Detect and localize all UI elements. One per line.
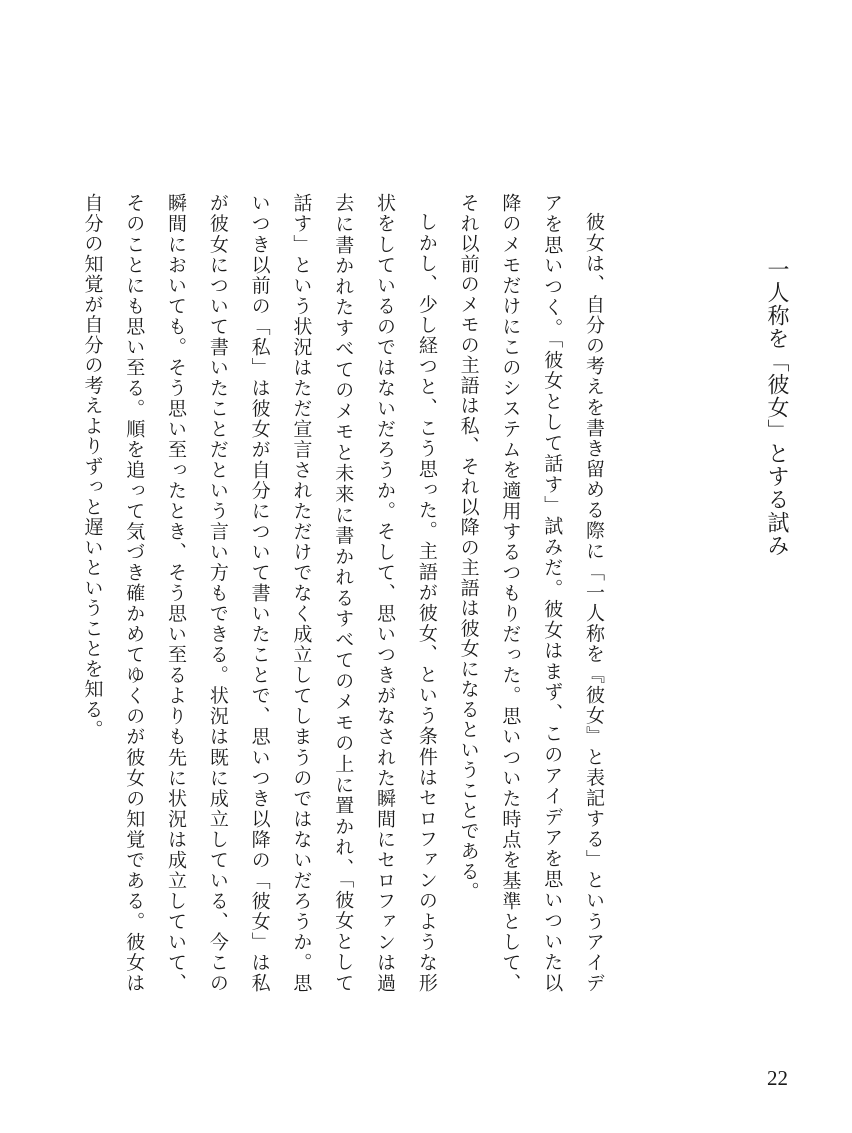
paragraph-1: 彼女は、自分の考えを書き留める際に「一人称を『彼女』と表記する」というアイデアを思いつく。「彼女として話す」試みだ。彼女はまず、このアイデアを思いついた以降のメモだけにこのシステムを適用するつもりだった。思いついた時点を基準として、それ以前のメモの主語は私、それ以降の主語は彼女になるということである。 — [457, 193, 605, 993]
page-number: 22 — [767, 1066, 788, 1090]
chapter-title: 一人称を「彼女」とする試み — [764, 258, 789, 557]
paragraph-2: しかし、少し経つと、こう思った。主語が彼女、という条件はセロファンのような形状をしているのではないだろうか。そして、思いつきがなされた瞬間にセロファンは過去に書かれたすべてのメモと未来に書かれるすべてのメモの上に置かれ、「彼女として話す」という状況はただ宣言されただけでなく成立してしまうのではないだろうか。思いつき以前の「私」は彼女が自分について書いたことで、思いつき以降の「彼女」は私が彼女について書いたことだという言い方もできる。状況は既に成立している、今この瞬間においても。そう思い至ったとき、そう思い至るよりも先に状況は成立していて、そのことにも思い至る。順を追って気づき確かめてゆくのが彼女の知覚である。彼女は自分の知覚が自分の考えよりずっと遅いということを知る。 — [81, 193, 438, 994]
body-text — [81, 193, 614, 994]
